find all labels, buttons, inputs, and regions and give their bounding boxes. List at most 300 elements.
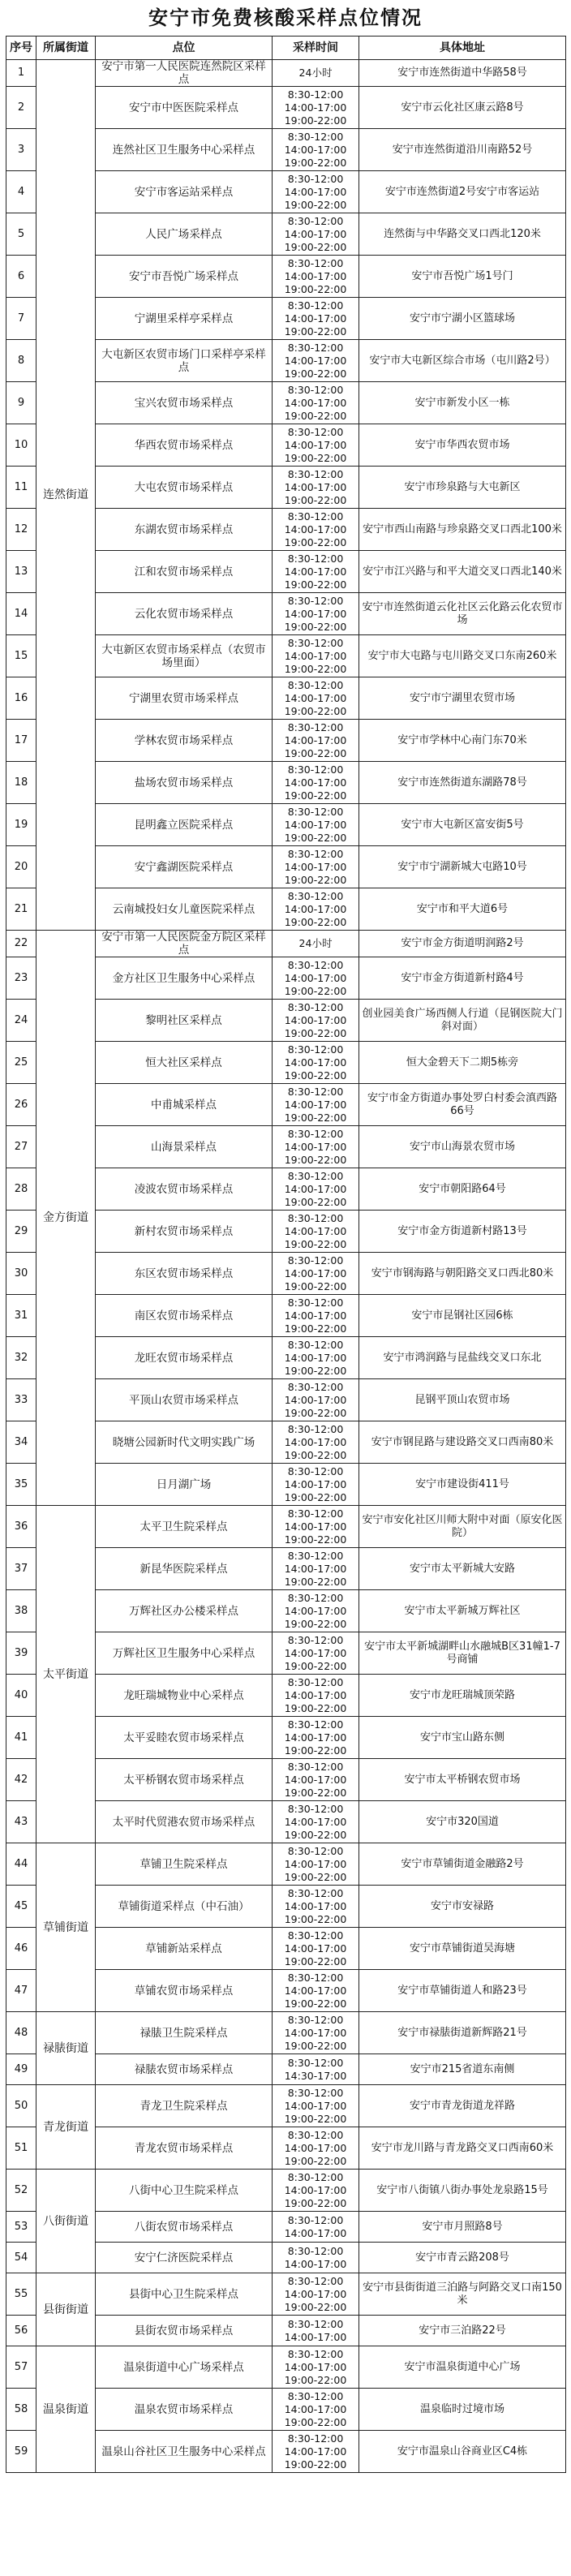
time-slot: 14:00-17:00 xyxy=(284,1815,347,1828)
sampling-time xyxy=(273,2212,359,2243)
time-slot: 14:00-17:00 xyxy=(284,2099,347,2112)
time-slot: 8:30-12:00 xyxy=(287,1549,344,1562)
time-slot: 14:00-17:00 xyxy=(284,1309,347,1322)
street-name: 连然街道 xyxy=(36,60,96,931)
sampling-time xyxy=(273,1464,359,1506)
site-address: 安宁市月照路8号 xyxy=(359,2212,566,2243)
site-address: 昆钢平顶山农贸市场 xyxy=(359,1379,566,1421)
time-slot: 14:00-17:00 xyxy=(284,1562,347,1575)
sampling-time xyxy=(273,256,359,298)
site-name: 东区农贸市场采样点 xyxy=(96,1253,273,1295)
site-name: 安宁市第一人民医院金方院区采样点 xyxy=(96,931,273,957)
site-name: 云南城投妇女儿童医院采样点 xyxy=(96,888,273,931)
site-address: 温泉临时过境市场 xyxy=(359,2389,566,2431)
sampling-time xyxy=(273,1675,359,1717)
time-slot: 8:30-12:00 xyxy=(287,88,344,101)
time-slot: 8:30-12:00 xyxy=(287,1507,344,1520)
time-slot: 19:00-22:00 xyxy=(284,1744,347,1757)
time-slot: 19:00-22:00 xyxy=(284,1955,347,1967)
sampling-time xyxy=(273,635,359,677)
time-slot: 8:30-12:00 xyxy=(287,636,344,649)
sampling-time xyxy=(273,1253,359,1295)
row-seq: 13 xyxy=(6,551,36,593)
street-name: 温泉街道 xyxy=(36,2346,96,2473)
time-slot: 19:00-22:00 xyxy=(284,2039,347,2052)
time-slot: 14:00-17:00 xyxy=(284,2257,347,2270)
site-address: 安宁市安化社区川师大附中对面（原安化医院） xyxy=(359,1506,566,1548)
site-address: 安宁市江兴路与和平大道交叉口西北140米 xyxy=(359,551,566,593)
site-name: 温泉山谷社区卫生服务中心采样点 xyxy=(96,2431,273,2473)
row-seq: 29 xyxy=(6,1211,36,1253)
site-address: 安宁市大屯新区综合市场（屯川路2号） xyxy=(359,340,566,382)
time-slot: 19:00-22:00 xyxy=(284,620,347,633)
time-slot: 19:00-22:00 xyxy=(284,831,347,844)
time-slot: 19:00-22:00 xyxy=(284,1617,347,1630)
sampling-time xyxy=(273,720,359,762)
row-seq: 56 xyxy=(6,2316,36,2346)
row-seq: 1 xyxy=(6,60,36,87)
time-slot: 19:00-22:00 xyxy=(284,2300,347,2313)
site-address: 安宁市金方街道新村路13号 xyxy=(359,1211,566,1253)
sampling-time xyxy=(273,60,359,87)
site-name: 八街农贸市场采样点 xyxy=(96,2212,273,2243)
site-name: 云化农贸市场采样点 xyxy=(96,593,273,635)
site-name: 安宁仁济医院采样点 xyxy=(96,2243,273,2273)
header-street: 所属街道 xyxy=(36,37,96,60)
sampling-time xyxy=(273,1928,359,1970)
time-slot: 19:00-22:00 xyxy=(284,1069,347,1082)
street-name: 八街街道 xyxy=(36,2170,96,2273)
site-address: 安宁市金方街道新村路4号 xyxy=(359,957,566,1000)
sampling-time xyxy=(273,424,359,467)
time-slot: 8:30-12:00 xyxy=(287,2432,344,2445)
time-slot: 19:00-22:00 xyxy=(284,114,347,127)
time-slot: 8:30-12:00 xyxy=(287,1338,344,1351)
time-slot: 8:30-12:00 xyxy=(287,2317,344,2330)
site-name: 龙旺农贸市场采样点 xyxy=(96,1337,273,1379)
time-slot: 8:30-12:00 xyxy=(287,1675,344,1688)
sampling-time xyxy=(273,2012,359,2054)
row-seq: 10 xyxy=(6,424,36,467)
site-address: 安宁市温泉山谷商业区C4栋 xyxy=(359,2431,566,2473)
sampling-time xyxy=(273,1548,359,1590)
time-slot: 8:30-12:00 xyxy=(287,1211,344,1224)
time-slot: 8:30-12:00 xyxy=(287,2086,344,2099)
site-name: 学林农贸市场采样点 xyxy=(96,720,273,762)
row-seq: 2 xyxy=(6,87,36,129)
sampling-time xyxy=(273,171,359,213)
street-name: 草铺街道 xyxy=(36,1843,96,2012)
table-row xyxy=(6,1506,566,1548)
site-name: 太平时代贸港农贸市场采样点 xyxy=(96,1801,273,1843)
row-seq: 49 xyxy=(6,2054,36,2085)
site-name: 太平妥睦农贸市场采样点 xyxy=(96,1717,273,1759)
sampling-time xyxy=(273,213,359,256)
time-slot: 19:00-22:00 xyxy=(284,2458,347,2471)
site-address: 安宁市宝山路东侧 xyxy=(359,1717,566,1759)
row-seq: 26 xyxy=(6,1084,36,1126)
site-address: 安宁市禄脿街道新辉路21号 xyxy=(359,2012,566,2054)
header-row xyxy=(6,37,566,60)
row-seq: 48 xyxy=(6,2012,36,2054)
row-seq: 32 xyxy=(6,1337,36,1379)
time-slot: 19:00-22:00 xyxy=(284,1111,347,1124)
row-seq: 44 xyxy=(6,1843,36,1886)
time-slot: 19:00-22:00 xyxy=(284,409,347,422)
sampling-time xyxy=(273,1000,359,1042)
site-name: 温泉街道中心广场采样点 xyxy=(96,2346,273,2389)
sampling-time xyxy=(273,1886,359,1928)
site-address: 安宁市新发小区一栋 xyxy=(359,382,566,424)
site-name: 大屯农贸市场采样点 xyxy=(96,467,273,509)
time-slot: 8:30-12:00 xyxy=(287,805,344,818)
time-slot: 8:30-12:00 xyxy=(287,847,344,860)
row-seq: 43 xyxy=(6,1801,36,1843)
site-address: 安宁市太平新城大安路 xyxy=(359,1548,566,1590)
site-address: 安宁市西山南路与珍泉路交叉口西北100米 xyxy=(359,509,566,551)
table-row xyxy=(6,2346,566,2389)
site-name: 青龙卫生院采样点 xyxy=(96,2085,273,2127)
time-slot: 19:00-22:00 xyxy=(284,704,347,717)
time-slot: 14:00-17:00 xyxy=(284,2183,347,2196)
time-slot: 14:00-17:00 xyxy=(284,1731,347,1744)
site-name: 青龙农贸市场采样点 xyxy=(96,2127,273,2170)
time-slot: 8:30-12:00 xyxy=(287,2347,344,2360)
time-slot: 14:00-17:00 xyxy=(284,1013,347,1026)
sampling-time xyxy=(273,931,359,957)
site-address: 安宁市草铺街道吴海塘 xyxy=(359,1928,566,1970)
time-slot: 14:00-17:00 xyxy=(284,1604,347,1617)
site-address: 安宁市太平新城万辉社区 xyxy=(359,1590,566,1632)
row-seq: 21 xyxy=(6,888,36,931)
site-name: 晓塘公园新时代文明实践广场 xyxy=(96,1421,273,1464)
site-address: 安宁市昆钢社区园6栋 xyxy=(359,1295,566,1337)
time-slot: 8:30-12:00 xyxy=(287,1760,344,1773)
site-name: 金方社区卫生服务中心采样点 xyxy=(96,957,273,1000)
time-slot: 19:00-22:00 xyxy=(284,2373,347,2386)
time-slot: 8:30-12:00 xyxy=(287,1380,344,1393)
site-name: 山海景采样点 xyxy=(96,1126,273,1168)
sampling-time xyxy=(273,1801,359,1843)
row-seq: 39 xyxy=(6,1632,36,1675)
time-slot: 8:30-12:00 xyxy=(287,1844,344,1857)
row-seq: 35 xyxy=(6,1464,36,1506)
row-seq: 53 xyxy=(6,2212,36,2243)
time-slot: 19:00-22:00 xyxy=(284,451,347,464)
time-slot: 19:00-22:00 xyxy=(284,156,347,169)
time-slot: 14:00-17:00 xyxy=(284,1984,347,1997)
row-seq: 45 xyxy=(6,1886,36,1928)
site-address: 安宁市大屯新区富安街5号 xyxy=(359,804,566,846)
sampling-time xyxy=(273,1843,359,1886)
site-address: 安宁市连然街道云化社区云化路云化农贸市场 xyxy=(359,593,566,635)
sampling-time xyxy=(273,1337,359,1379)
table-row xyxy=(6,931,566,957)
site-address: 安宁市草铺街道人和路23号 xyxy=(359,1970,566,2012)
site-address: 安宁市320国道 xyxy=(359,1801,566,1843)
time-slot: 14:00-17:00 xyxy=(284,227,347,240)
time-slot: 8:30-12:00 xyxy=(287,1591,344,1604)
row-seq: 42 xyxy=(6,1759,36,1801)
site-address: 安宁市云化社区康云路8号 xyxy=(359,87,566,129)
time-slot: 14:00-17:00 xyxy=(284,1182,347,1195)
time-slot: 8:30-12:00 xyxy=(287,889,344,902)
site-name: 南区农贸市场采样点 xyxy=(96,1295,273,1337)
time-slot: 19:00-22:00 xyxy=(284,1870,347,1883)
street-name: 青龙街道 xyxy=(36,2085,96,2170)
time-slot: 19:00-22:00 xyxy=(284,1575,347,1588)
site-address: 安宁市215省道东南侧 xyxy=(359,2054,566,2085)
sampling-time xyxy=(273,2316,359,2346)
site-address: 安宁市金方街道办事处罗白村委会滇西路66号 xyxy=(359,1084,566,1126)
row-seq: 5 xyxy=(6,213,36,256)
site-name: 中甫城采样点 xyxy=(96,1084,273,1126)
site-address: 连然街与中华路交叉口西北120米 xyxy=(359,213,566,256)
site-name: 县街中心卫生院采样点 xyxy=(96,2273,273,2316)
sampling-time xyxy=(273,382,359,424)
site-name: 草铺卫生院采样点 xyxy=(96,1843,273,1886)
time-slot: 8:30-12:00 xyxy=(287,2170,344,2183)
time-slot: 24小时 xyxy=(298,67,333,79)
table-row xyxy=(6,2170,566,2212)
site-name: 禄脿卫生院采样点 xyxy=(96,2012,273,2054)
sampling-time xyxy=(273,804,359,846)
time-slot: 8:30-12:00 xyxy=(287,1127,344,1140)
time-slot: 8:30-12:00 xyxy=(287,552,344,565)
sampling-time xyxy=(273,677,359,720)
time-slot: 14:00-17:00 xyxy=(284,1224,347,1237)
sampling-time xyxy=(273,1168,359,1211)
row-seq: 57 xyxy=(6,2346,36,2389)
row-seq: 28 xyxy=(6,1168,36,1211)
row-seq: 6 xyxy=(6,256,36,298)
table-row xyxy=(6,2012,566,2054)
header-time: 采样时间 xyxy=(273,37,359,60)
row-seq: 33 xyxy=(6,1379,36,1421)
row-seq: 30 xyxy=(6,1253,36,1295)
row-seq: 47 xyxy=(6,1970,36,2012)
site-name: 盐场农贸市场采样点 xyxy=(96,762,273,804)
sampling-time xyxy=(273,2431,359,2473)
sampling-time xyxy=(273,2346,359,2389)
time-slot: 14:00-17:00 xyxy=(284,971,347,984)
table-row xyxy=(6,2273,566,2316)
time-slot: 14:00-17:00 xyxy=(284,1942,347,1955)
site-address: 安宁市龙川路与青龙路交叉口西南60米 xyxy=(359,2127,566,2170)
site-address: 安宁市钢海路与朝阳路交叉口西北80米 xyxy=(359,1253,566,1295)
site-address: 创业园美食广场西侧人行道（昆钢医院大门斜对面） xyxy=(359,1000,566,1042)
time-slot: 8:30-12:00 xyxy=(287,1085,344,1098)
time-slot: 8:30-12:00 xyxy=(287,2128,344,2141)
row-seq: 51 xyxy=(6,2127,36,2170)
time-slot: 19:00-22:00 xyxy=(284,325,347,338)
site-name: 恒大社区采样点 xyxy=(96,1042,273,1084)
site-address: 安宁市鸿润路与昆盐线交叉口东北 xyxy=(359,1337,566,1379)
time-slot: 14:00-17:00 xyxy=(284,565,347,578)
sampling-time xyxy=(273,1379,359,1421)
time-slot: 14:00-17:00 xyxy=(284,523,347,535)
site-address: 安宁市草铺街道金融路2号 xyxy=(359,1843,566,1886)
site-name: 龙旺瑞城物业中心采样点 xyxy=(96,1675,273,1717)
row-seq: 11 xyxy=(6,467,36,509)
site-address: 安宁市吾悦广场1号门 xyxy=(359,256,566,298)
time-slot: 19:00-22:00 xyxy=(284,662,347,675)
time-slot: 14:00-17:00 xyxy=(284,354,347,367)
row-seq: 15 xyxy=(6,635,36,677)
time-slot: 14:00-17:00 xyxy=(284,860,347,873)
row-seq: 31 xyxy=(6,1295,36,1337)
time-slot: 14:00-17:00 xyxy=(284,607,347,620)
time-slot: 8:30-12:00 xyxy=(287,1422,344,1435)
time-slot: 14:30-17:00 xyxy=(284,2069,347,2082)
site-name: 万辉社区办公楼采样点 xyxy=(96,1590,273,1632)
time-slot: 19:00-22:00 xyxy=(284,1026,347,1039)
time-slot: 19:00-22:00 xyxy=(284,1364,347,1377)
site-name: 凌波农贸市场采样点 xyxy=(96,1168,273,1211)
row-seq: 52 xyxy=(6,2170,36,2212)
street-name: 县街街道 xyxy=(36,2273,96,2346)
site-name: 安宁鑫湖医院采样点 xyxy=(96,846,273,888)
sampling-time xyxy=(273,1590,359,1632)
time-slot: 14:00-17:00 xyxy=(284,1899,347,1912)
time-slot: 14:00-17:00 xyxy=(284,1857,347,1870)
time-slot: 19:00-22:00 xyxy=(284,367,347,380)
site-address: 安宁市金方街道明润路2号 xyxy=(359,931,566,957)
row-seq: 24 xyxy=(6,1000,36,1042)
site-address: 安宁市钢昆路与建设路交叉口西南80米 xyxy=(359,1421,566,1464)
time-slot: 8:30-12:00 xyxy=(287,299,344,312)
site-address: 安宁市山海景农贸市场 xyxy=(359,1126,566,1168)
table-row xyxy=(6,1843,566,1886)
time-slot: 14:00-17:00 xyxy=(284,2445,347,2458)
sampling-time xyxy=(273,551,359,593)
row-seq: 40 xyxy=(6,1675,36,1717)
time-slot: 8:30-12:00 xyxy=(287,2244,344,2257)
time-slot: 19:00-22:00 xyxy=(284,1195,347,1208)
time-slot: 8:30-12:00 xyxy=(287,467,344,480)
site-address: 安宁市青云路208号 xyxy=(359,2243,566,2273)
site-name: 华西农贸市场采样点 xyxy=(96,424,273,467)
time-slot: 19:00-22:00 xyxy=(284,1701,347,1714)
site-name: 江和农贸市场采样点 xyxy=(96,551,273,593)
row-seq: 7 xyxy=(6,298,36,340)
sampling-time xyxy=(273,957,359,1000)
site-name: 县街农贸市场采样点 xyxy=(96,2316,273,2346)
time-slot: 19:00-22:00 xyxy=(284,2196,347,2209)
sampling-time xyxy=(273,2243,359,2273)
site-address: 安宁市宁湖里农贸市场 xyxy=(359,677,566,720)
time-slot: 8:30-12:00 xyxy=(287,1886,344,1899)
site-address: 安宁市和平大道6号 xyxy=(359,888,566,931)
time-slot: 8:30-12:00 xyxy=(287,1929,344,1942)
header-site: 点位 xyxy=(96,37,273,60)
sampling-time xyxy=(273,467,359,509)
site-address: 安宁市温泉街道中心广场 xyxy=(359,2346,566,2389)
time-slot: 19:00-22:00 xyxy=(284,1997,347,2010)
table-row xyxy=(6,60,566,87)
sampling-time xyxy=(273,2273,359,2316)
time-slot: 14:00-17:00 xyxy=(284,185,347,198)
site-name: 黎明社区采样点 xyxy=(96,1000,273,1042)
sampling-time xyxy=(273,1421,359,1464)
site-name: 草铺农贸市场采样点 xyxy=(96,1970,273,2012)
sampling-time xyxy=(273,1126,359,1168)
site-address: 安宁市太平桥钢农贸市场 xyxy=(359,1759,566,1801)
time-slot: 8:30-12:00 xyxy=(287,1464,344,1477)
row-seq: 8 xyxy=(6,340,36,382)
site-address: 安宁市连然街道沿川南路52号 xyxy=(359,129,566,171)
time-slot: 8:30-12:00 xyxy=(287,1296,344,1309)
time-slot: 19:00-22:00 xyxy=(284,1279,347,1292)
row-seq: 46 xyxy=(6,1928,36,1970)
time-slot: 14:00-17:00 xyxy=(284,733,347,746)
sampling-time xyxy=(273,1717,359,1759)
site-address: 安宁市县街街道三泊路与阿路交叉口南150米 xyxy=(359,2273,566,2316)
time-slot: 14:00-17:00 xyxy=(284,1520,347,1533)
time-slot: 14:00-17:00 xyxy=(284,2287,347,2300)
time-slot: 14:00-17:00 xyxy=(284,2226,347,2239)
time-slot: 8:30-12:00 xyxy=(287,2056,344,2069)
site-address: 安宁市连然街道中华路58号 xyxy=(359,60,566,87)
time-slot: 19:00-22:00 xyxy=(284,493,347,506)
sampling-time xyxy=(273,762,359,804)
row-seq: 41 xyxy=(6,1717,36,1759)
site-name: 安宁市中医医院采样点 xyxy=(96,87,273,129)
time-slot: 8:30-12:00 xyxy=(287,1254,344,1266)
time-slot: 19:00-22:00 xyxy=(284,1406,347,1419)
row-seq: 38 xyxy=(6,1590,36,1632)
time-slot: 8:30-12:00 xyxy=(287,678,344,691)
site-name: 万辉社区卫生服务中心采样点 xyxy=(96,1632,273,1675)
time-slot: 19:00-22:00 xyxy=(284,915,347,928)
site-name: 新村农贸市场采样点 xyxy=(96,1211,273,1253)
site-name: 草铺街道采样点（中石油） xyxy=(96,1886,273,1928)
time-slot: 24小时 xyxy=(298,937,333,949)
site-address: 安宁市八街镇八街办事处龙泉路15号 xyxy=(359,2170,566,2212)
row-seq: 9 xyxy=(6,382,36,424)
row-seq: 12 xyxy=(6,509,36,551)
sampling-time xyxy=(273,2389,359,2431)
site-name: 温泉农贸市场采样点 xyxy=(96,2389,273,2431)
time-slot: 8:30-12:00 xyxy=(287,341,344,354)
site-address: 安宁市青龙街道龙祥路 xyxy=(359,2085,566,2127)
sampling-time xyxy=(273,298,359,340)
row-seq: 18 xyxy=(6,762,36,804)
time-slot: 14:00-17:00 xyxy=(284,396,347,409)
row-seq: 54 xyxy=(6,2243,36,2273)
site-name: 禄脿农贸市场采样点 xyxy=(96,2054,273,2085)
sampling-time xyxy=(273,87,359,129)
sampling-time xyxy=(273,1506,359,1548)
time-slot: 8:30-12:00 xyxy=(287,172,344,185)
site-name: 连然社区卫生服务中心采样点 xyxy=(96,129,273,171)
time-slot: 19:00-22:00 xyxy=(284,2154,347,2167)
time-slot: 8:30-12:00 xyxy=(287,763,344,776)
site-name: 昆明鑫立医院采样点 xyxy=(96,804,273,846)
time-slot: 19:00-22:00 xyxy=(284,789,347,802)
time-slot: 19:00-22:00 xyxy=(284,984,347,997)
site-name: 安宁市客运站采样点 xyxy=(96,171,273,213)
time-slot: 8:30-12:00 xyxy=(287,720,344,733)
site-name: 宁湖里采样亭采样点 xyxy=(96,298,273,340)
sampling-sites-table xyxy=(6,36,566,2473)
time-slot: 19:00-22:00 xyxy=(284,1237,347,1250)
time-slot: 19:00-22:00 xyxy=(284,1828,347,1841)
sampling-time xyxy=(273,1970,359,2012)
time-slot: 19:00-22:00 xyxy=(284,746,347,759)
time-slot: 14:00-17:00 xyxy=(284,1056,347,1069)
site-name: 太平卫生院采样点 xyxy=(96,1506,273,1548)
